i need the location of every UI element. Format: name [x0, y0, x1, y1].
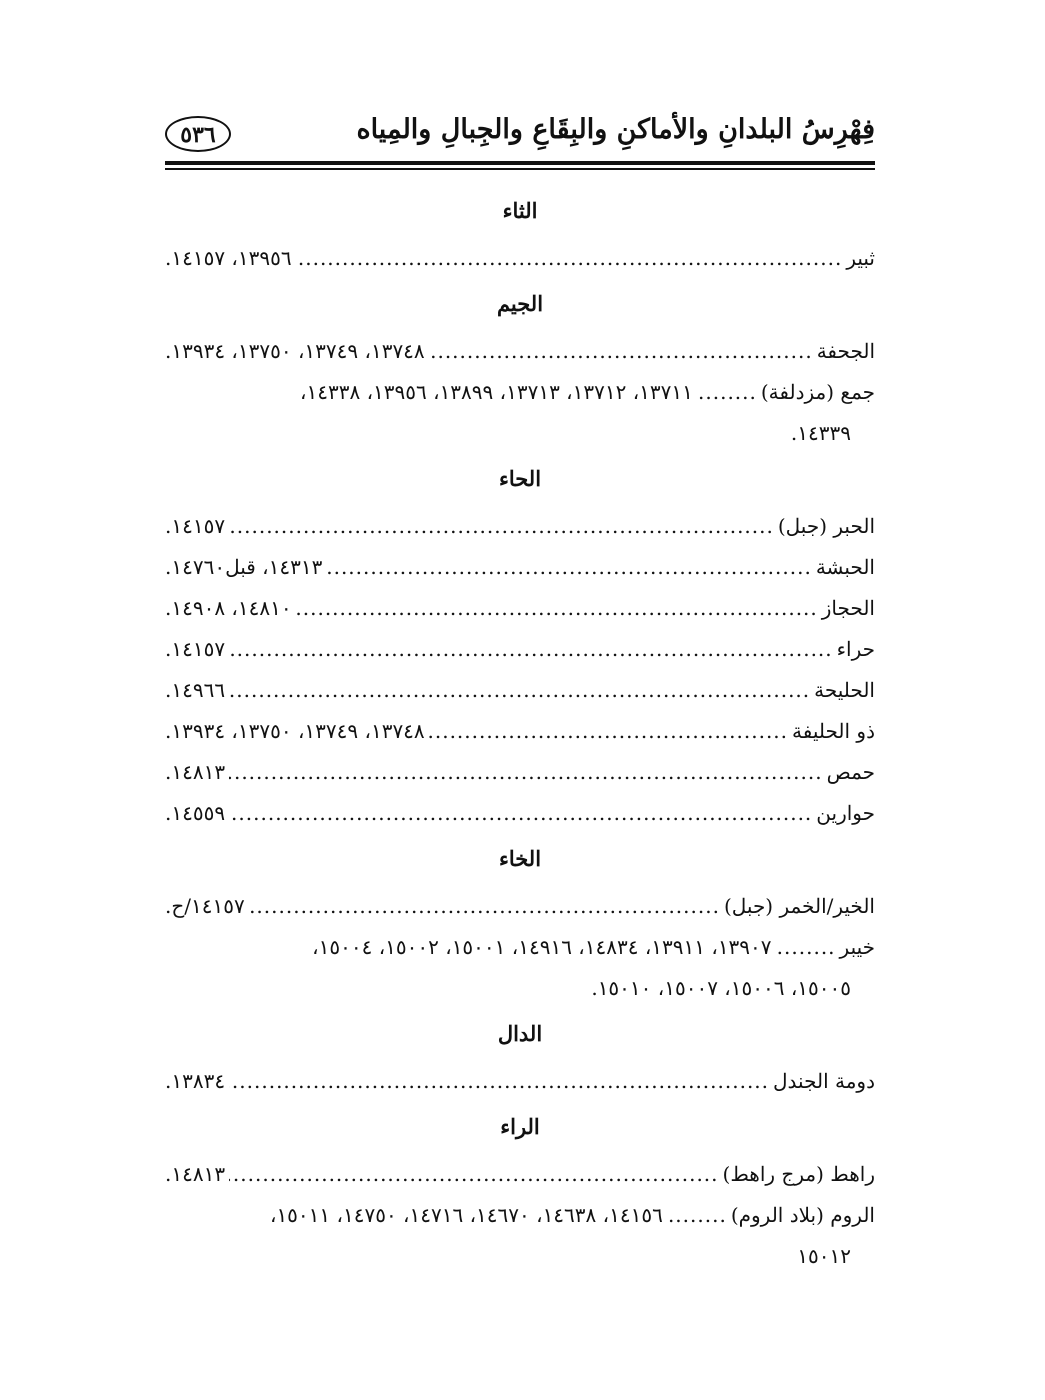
- index-entry: [165, 238, 875, 279]
- dot-leader: [229, 1154, 718, 1195]
- dot-leader: [229, 506, 774, 547]
- entry-refs-continuation: ١٤٣٣٩.: [790, 421, 851, 445]
- entry-refs: ١٤٥٥٩.: [165, 801, 226, 825]
- page-header: [165, 108, 875, 160]
- entry-term: الحليحة: [814, 678, 875, 702]
- dot-leader: [776, 927, 836, 968]
- page-title: فِهْرِسُ البلدانِ والأماكنِ والبِقَاعِ والجِبالِ والمِياه: [356, 114, 875, 145]
- index-content: [165, 192, 875, 1277]
- section-heading: الثاء: [502, 198, 538, 223]
- entry-refs: ١٤١٥٦، ١٤٦٣٨، ١٤٦٧٠، ١٤٧١٦، ١٤٧٥٠، ١٥٠١١،: [269, 1203, 663, 1227]
- entry-refs: ١٣٧١١، ١٣٧١٢، ١٣٧١٣، ١٣٨٩٩، ١٣٩٥٦، ١٤٣٣٨،: [300, 380, 693, 404]
- entry-term: الجحفة: [816, 339, 875, 363]
- entry-term: حمص: [826, 760, 875, 784]
- dot-leader: [667, 1195, 727, 1236]
- entry-term: الحبر (جبل): [777, 514, 875, 538]
- entry-refs: ١٤٣١٣، قبل١٤٧٦٠.: [165, 555, 323, 579]
- entry-refs: ١٤١٥٧.: [165, 514, 226, 538]
- entry-refs: ١٤٨١٠، ١٤٩٠٨.: [165, 596, 292, 620]
- entry-term: الحبشة: [815, 555, 875, 579]
- index-entry: [165, 588, 875, 629]
- dot-leader: [229, 670, 810, 711]
- index-entry: [165, 547, 875, 588]
- index-entry: [165, 670, 875, 711]
- dot-leader: [229, 793, 812, 834]
- index-entry: [165, 1061, 875, 1102]
- entry-term: حوارين: [816, 801, 875, 825]
- section-heading: الجيم: [496, 291, 544, 316]
- entry-refs: ١٤١٥٧.: [165, 637, 226, 661]
- dot-leader: [229, 752, 822, 793]
- section-heading: الراء: [500, 1114, 540, 1139]
- entry-refs: ١٣٩٥٦، ١٤١٥٧.: [165, 246, 292, 270]
- index-entry: [165, 372, 875, 413]
- dot-leader: [429, 711, 788, 752]
- entry-refs: ١٤٩٦٦.: [165, 678, 226, 702]
- dot-leader: [296, 238, 843, 279]
- index-entry: [165, 886, 875, 927]
- section-heading: الحاء: [498, 466, 542, 491]
- entry-refs: ١٤٨١٣.: [165, 760, 226, 784]
- entry-term: ذو الحليفة: [792, 719, 875, 743]
- dot-leader: [697, 372, 757, 413]
- index-entry: [165, 1154, 875, 1195]
- entry-term: راهط (مرج راهط): [722, 1162, 875, 1186]
- index-entry: [165, 1195, 875, 1236]
- index-entry: [165, 793, 875, 834]
- index-entry: [165, 506, 875, 547]
- dot-leader: [229, 1061, 769, 1102]
- index-entry: [165, 711, 875, 752]
- entry-term: حراء: [836, 637, 875, 661]
- entry-term: الروم (بلاد الروم): [730, 1203, 875, 1227]
- index-entry: [165, 629, 875, 670]
- index-entry: [165, 331, 875, 372]
- dot-leader: [326, 547, 811, 588]
- entry-refs: ١٣٩٠٧، ١٣٩١١، ١٤٨٣٤، ١٤٩١٦، ١٥٠٠١، ١٥٠٠٢، ١٥٠٠٤،: [312, 935, 772, 959]
- entry-refs: ١٣٧٤٨، ١٣٧٤٩، ١٣٧٥٠، ١٣٩٣٤.: [165, 719, 425, 743]
- entry-term: الخير/الخمر (جبل): [723, 894, 875, 918]
- entry-refs: ١٤١٥٧/ح.: [165, 894, 245, 918]
- header-rule-thin: [165, 168, 875, 170]
- section-heading: الخاء: [498, 846, 542, 871]
- entry-term: خيبر: [839, 935, 875, 959]
- entry-term: الحجاز: [821, 596, 875, 620]
- page-number-badge: ٥٣٦: [165, 116, 231, 152]
- index-entry: [165, 752, 875, 793]
- header-rule-thick: [165, 161, 875, 165]
- entry-refs: ١٤٨١٣.: [165, 1162, 226, 1186]
- dot-leader: [249, 886, 720, 927]
- dot-leader: [429, 331, 813, 372]
- entry-term: ثبير: [846, 246, 875, 270]
- entry-refs-continuation: ١٥٠٠٥، ١٥٠٠٦، ١٥٠٠٧، ١٥٠١٠.: [591, 976, 851, 1000]
- entry-refs: ١٣٨٣٤.: [165, 1069, 226, 1093]
- entry-refs-continuation: ١٥٠١٢: [797, 1244, 851, 1268]
- entry-term: دومة الجندل: [773, 1069, 875, 1093]
- section-heading: الدال: [497, 1021, 543, 1046]
- entry-term: جمع (مزدلفة): [760, 380, 875, 404]
- entry-refs: ١٣٧٤٨، ١٣٧٤٩، ١٣٧٥٠، ١٣٩٣٤.: [165, 339, 425, 363]
- index-entry: [165, 927, 875, 968]
- dot-leader: [296, 588, 818, 629]
- dot-leader: [229, 629, 833, 670]
